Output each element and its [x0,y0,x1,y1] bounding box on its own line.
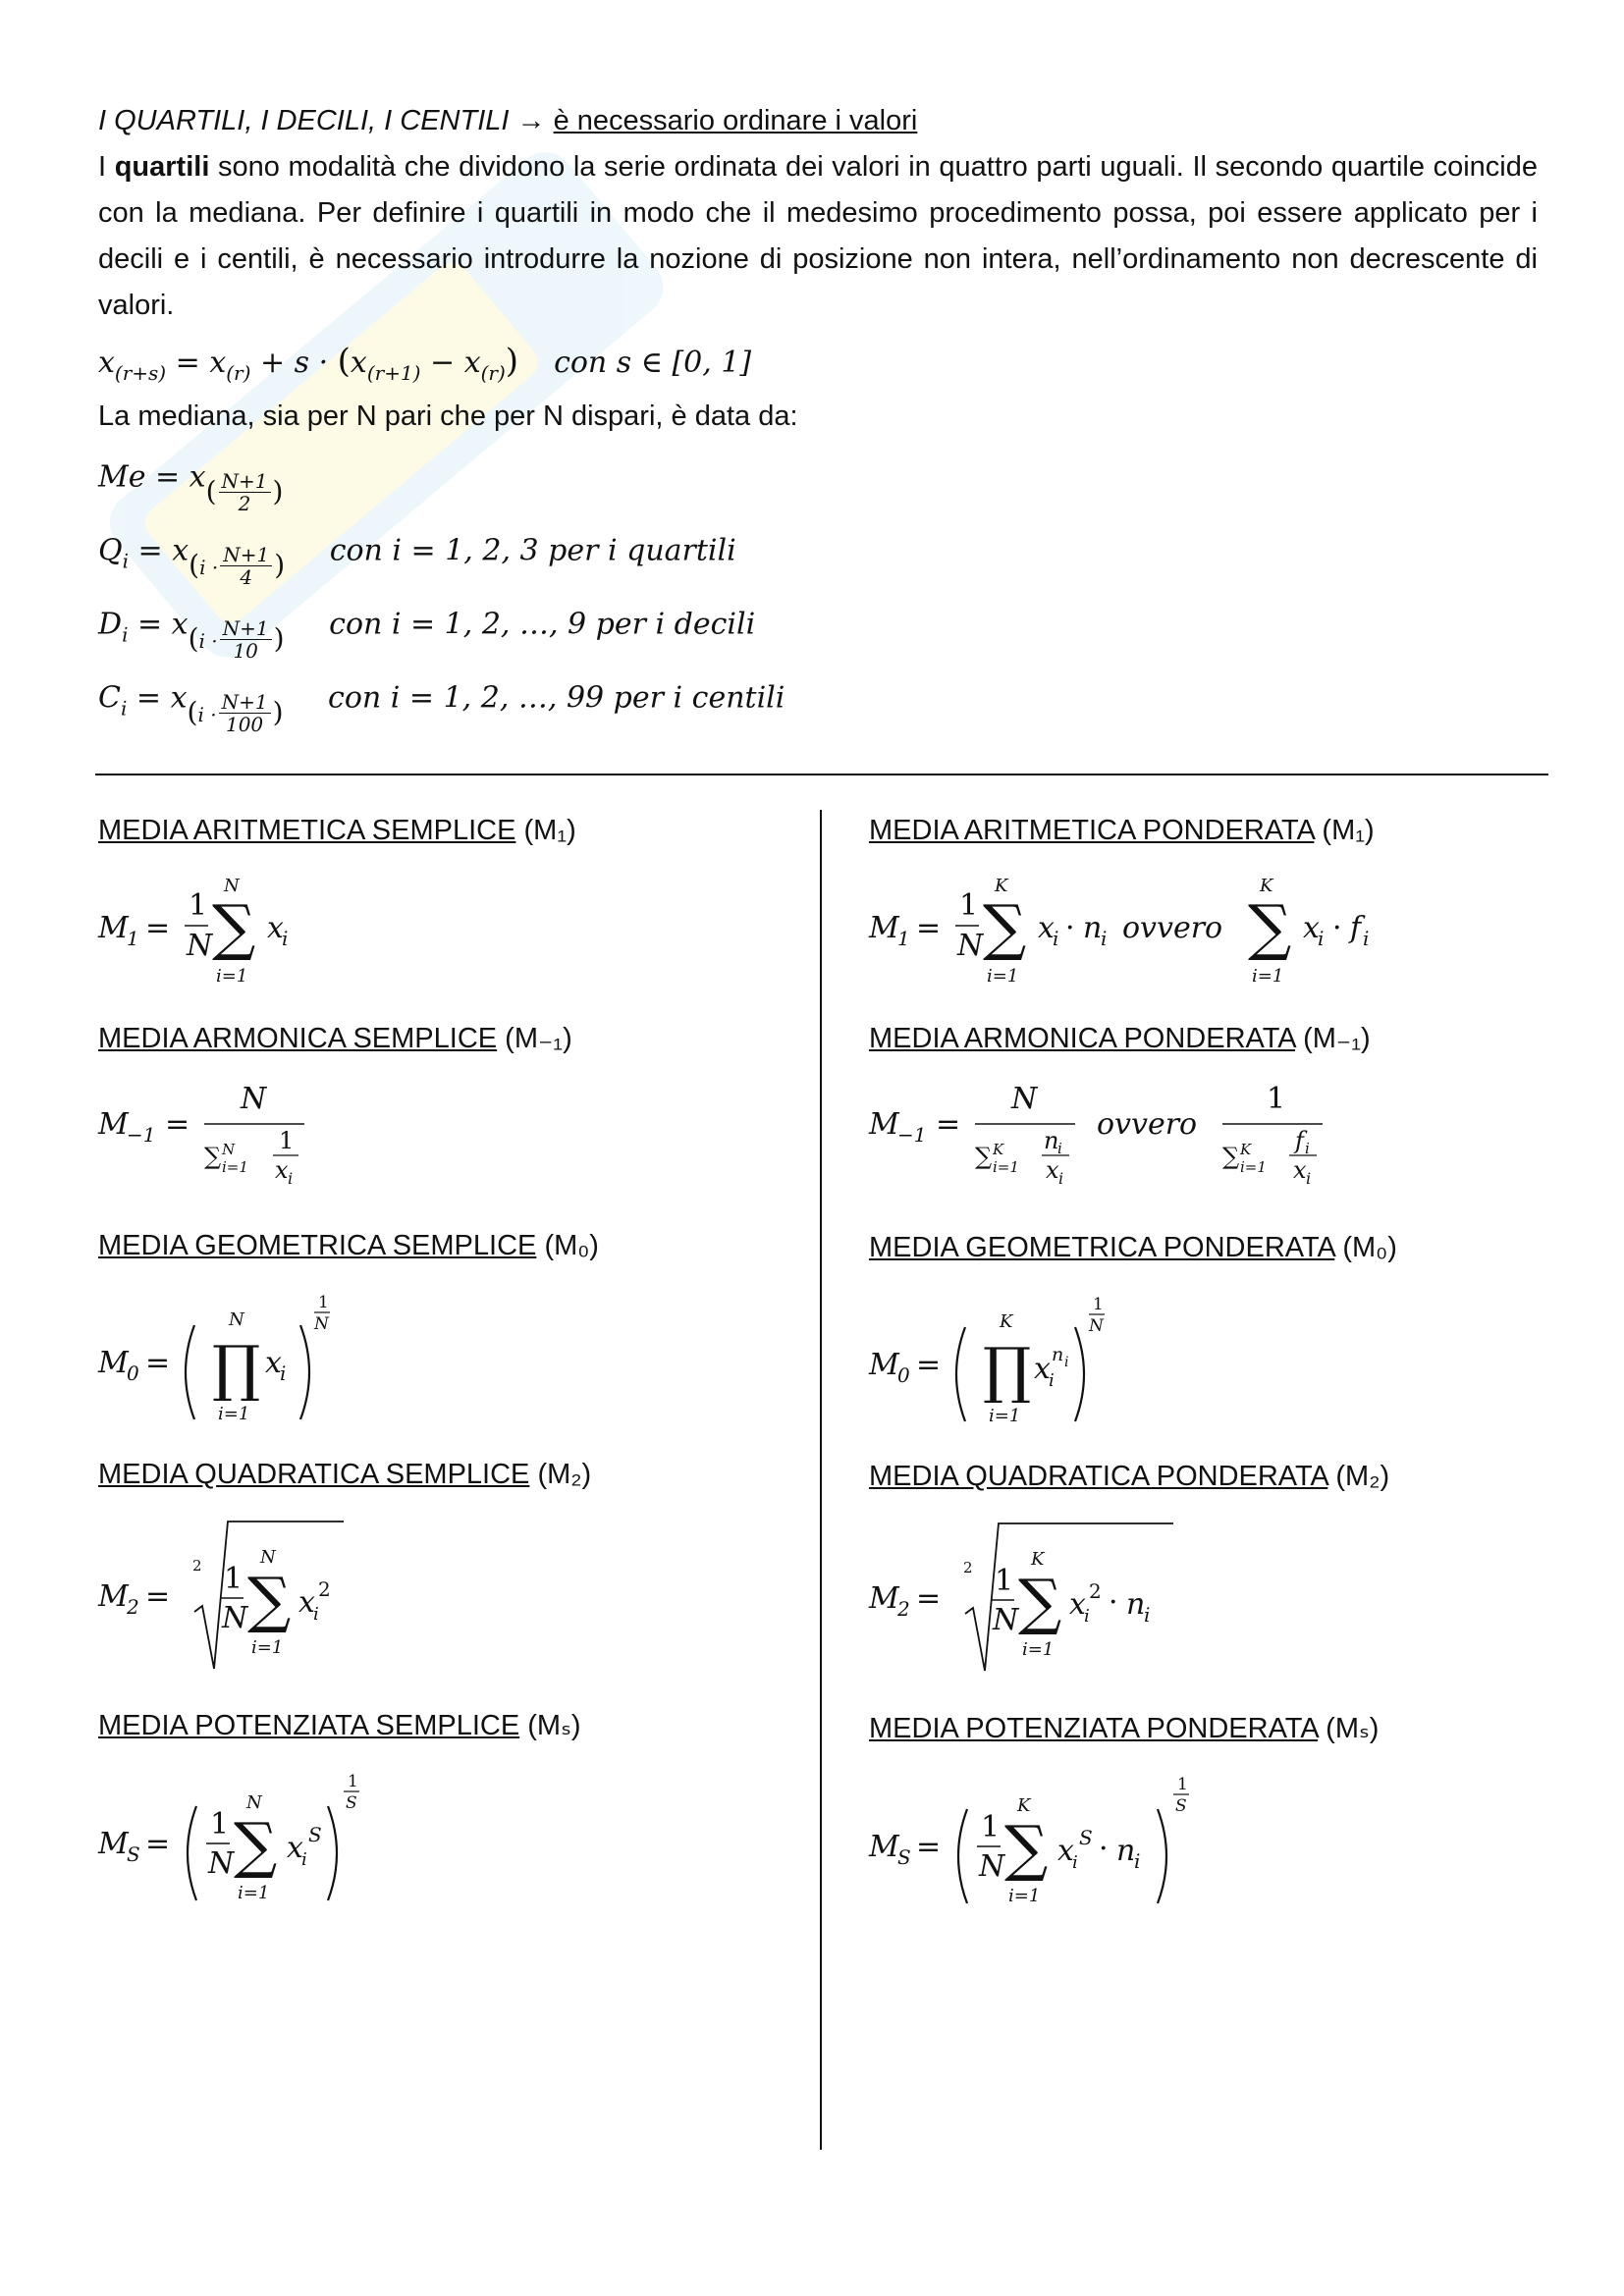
svg-text:1: 1 [210,1807,230,1842]
title-pot-semplice: MEDIA POTENZIATA SEMPLICE (Mₛ) [98,1710,581,1741]
title-geo-ponderata: MEDIA GEOMETRICA PONDERATA (M₀) [869,1232,1397,1263]
svg-text:n: n [1126,1587,1146,1622]
median-sentence: La mediana, sia per N pari che per N dispari, è data da: [98,400,798,432]
svg-text:M: M [869,1830,899,1864]
svg-text:i=1: i=1 [222,1158,248,1176]
section-header [98,98,1538,144]
header-title: I QUARTILI, I DECILI, I CENTILI [98,105,510,136]
svg-text:S: S [346,1793,357,1813]
svg-text:1: 1 [959,888,979,923]
svg-text:N: N [208,1846,235,1881]
svg-text:S: S [1079,1826,1093,1849]
svg-text:M: M [98,911,129,945]
intro-text: sono modalità che dividono la serie ordinata dei valori in quattro parti uguali. Il secondo quartile coincide con la mediana. Per definire i quartili in modo che il medesimo procedimento possa, poi essere applicato per i decili e i centili, è necessario introdurre la nozione di posizione non intera, nell’ordinamento non decrescente di valori. [98,151,1539,321]
formula-arm-semplice [98,1078,353,1196]
svg-text:i: i [1057,1140,1062,1157]
svg-text:1: 1 [318,1293,329,1312]
svg-text:i: i [1318,927,1325,950]
svg-text:=: = [936,1107,961,1142]
svg-text:x: x [265,1346,282,1380]
svg-text:2: 2 [318,1577,331,1601]
svg-text:=: = [916,1581,942,1616]
svg-text:i=1: i=1 [1240,1158,1267,1176]
svg-text:0: 0 [897,1363,910,1387]
svg-text:∑: ∑ [204,1143,222,1170]
svg-text:·: · [1099,1832,1109,1866]
svg-text:1: 1 [1093,1295,1104,1314]
svg-text:K: K [1031,1549,1045,1570]
formula-pot-ponderata [869,1772,1222,1919]
title-quad-semplice: MEDIA QUADRATICA SEMPLICE (M₂) [98,1459,592,1490]
svg-text:N: N [993,1603,1019,1637]
formula-quad-semplice [98,1522,393,1669]
svg-text:i: i [1084,1606,1090,1627]
svg-text:K: K [993,1141,1004,1158]
svg-text:i=1: i=1 [1022,1639,1055,1660]
svg-text:∑: ∑ [1222,1143,1240,1170]
svg-text:i: i [1306,1169,1312,1188]
svg-text:M: M [98,1346,129,1380]
svg-text:N: N [314,1314,329,1334]
svg-text:=: = [145,1827,171,1861]
intro-paragraph [98,144,1538,329]
svg-text:i: i [282,927,289,950]
svg-text:x: x [1038,911,1055,945]
svg-text:∏: ∏ [983,1334,1032,1406]
svg-text:·: · [1332,911,1342,945]
svg-text:n: n [1116,1834,1136,1868]
svg-text:x: x [1034,1352,1051,1386]
svg-text:·: · [1109,1585,1118,1620]
svg-text:1: 1 [348,1772,358,1791]
svg-text:=: = [916,1348,942,1382]
svg-text:i: i [1053,927,1059,950]
svg-text:=: = [145,911,171,945]
svg-text:K: K [1000,1311,1013,1332]
svg-text:i=1: i=1 [251,1637,284,1658]
centile-formula: $C_i = x(i$ · $\frac{N+1}{100}$ ) con i = 1, 2, …, 99 per i centili [98,680,785,736]
svg-text:i: i [1144,1603,1151,1627]
formula-arit-semplice [98,872,353,989]
svg-text:1: 1 [897,927,910,950]
svg-text:x: x [1057,1834,1074,1868]
svg-text:S: S [127,1842,140,1866]
svg-text:1: 1 [189,888,208,923]
title-geo-semplice: MEDIA GEOMETRICA SEMPLICE (M₀) [98,1230,599,1261]
svg-text:x: x [287,1831,303,1865]
svg-text:−1: −1 [127,1123,156,1147]
svg-text:i=1: i=1 [989,1406,1021,1426]
svg-text:0: 0 [127,1362,139,1385]
svg-text:∑: ∑ [1018,1566,1062,1637]
svg-text:1: 1 [1267,1082,1286,1116]
svg-text:M: M [98,1579,129,1614]
svg-text:x: x [298,1585,315,1620]
horizontal-divider [95,774,1548,775]
svg-text:i=1: i=1 [238,1883,270,1903]
decile-formula: $D_i = x(i$ · $\frac{N+1}{10}$ ) con i = 1, 2, …, 9 per i decili [98,607,756,663]
svg-text:S: S [897,1845,911,1869]
svg-text:n: n [1044,1127,1059,1154]
svg-text:i: i [1134,1849,1141,1873]
svg-text:M: M [869,1348,899,1382]
title-arm-semplice: MEDIA ARMONICA SEMPLICE (M₋₁) [98,1023,572,1054]
quartili-condition: con i = 1, 2, 3 per i quartili [329,533,736,568]
svg-text:x: x [267,911,284,945]
svg-text:∑: ∑ [975,1143,993,1170]
svg-text:2: 2 [192,1557,202,1575]
svg-text:N: N [1089,1316,1104,1336]
svg-text:M: M [98,1827,129,1861]
interp-condition: con s ∈ [0, 1] [554,346,752,380]
svg-text:i: i [1101,927,1108,950]
svg-text:∑: ∑ [1004,1812,1049,1884]
svg-text:−1: −1 [897,1123,927,1147]
svg-text:M: M [869,1581,899,1616]
intro-section [98,98,1538,329]
svg-text:1: 1 [224,1562,244,1596]
header-note: è necessario ordinare i valori [553,105,918,136]
formula-arm-ponderata [869,1078,1340,1196]
title-arm-ponderata: MEDIA ARMONICA PONDERATA (M₋₁) [869,1023,1371,1054]
svg-text:N: N [241,1082,267,1116]
svg-text:N: N [222,1601,248,1635]
svg-text:N: N [229,1309,244,1330]
svg-text:n: n [1052,1344,1064,1365]
svg-text:=: = [145,1579,171,1614]
svg-text:N: N [957,929,984,963]
svg-text:x: x [1293,1156,1307,1184]
svg-text:i: i [1049,1370,1055,1391]
interpolation-formula: $x_{(r+s)} = x_{(r)} + s \cdot (x_{(r+1)} - x_{(r)})$ con s ∈ [0, 1] [98,342,752,385]
svg-text:M: M [869,1107,899,1142]
formula-geo-ponderata [869,1294,1144,1431]
svg-text:2: 2 [1089,1579,1102,1603]
connector-ovvero: ovvero [1122,911,1223,945]
svg-text:i: i [288,1169,294,1188]
svg-text:i=1: i=1 [1252,966,1284,987]
svg-text:i: i [1363,927,1370,950]
svg-text:i=1: i=1 [987,966,1019,987]
title-pot-ponderata: MEDIA POTENZIATA PONDERATA (Mₛ) [869,1713,1380,1744]
svg-text:N: N [246,1792,262,1813]
svg-text:=: = [916,1830,942,1864]
formula-quad-ponderata [869,1522,1203,1669]
svg-text:∑: ∑ [212,891,256,963]
svg-text:N: N [1011,1082,1038,1116]
svg-text:n: n [1083,911,1103,945]
svg-text:=: = [145,1346,171,1380]
svg-text:i: i [280,1362,287,1385]
formula-geo-semplice [98,1294,373,1431]
svg-text:i: i [301,1849,307,1870]
svg-text:i: i [1072,1852,1078,1873]
svg-text:K: K [995,876,1008,896]
formula-arit-ponderata [869,872,1419,989]
svg-text:K: K [1017,1795,1031,1816]
median-formula: Me = x( $\frac{N+1}{2}$ ) [98,459,284,515]
quartile-formula: $Q_i = x(i$ · $\frac{N+1}{4}$ ) con i = 1, 2, 3 per i quartili [98,533,736,589]
svg-text:1: 1 [995,1564,1014,1598]
svg-text:∑: ∑ [234,1809,278,1881]
svg-text:M: M [98,1107,129,1142]
intro-lead: I [98,151,107,183]
svg-text:1: 1 [981,1810,1001,1844]
svg-text:i=1: i=1 [218,1404,250,1424]
svg-text:f: f [1295,1127,1304,1154]
title-arit-semplice: MEDIA ARITMETICA SEMPLICE (M₁) [98,815,576,846]
title-arit-ponderata: MEDIA ARITMETICA PONDERATA (M₁) [869,815,1375,846]
svg-text:·: · [1065,911,1075,945]
svg-text:2: 2 [127,1595,139,1619]
arrow-icon: → [516,105,546,136]
svg-text:∑: ∑ [247,1564,292,1635]
svg-text:1: 1 [127,927,139,950]
svg-text:i=1: i=1 [216,966,248,987]
svg-text:i: i [313,1604,319,1625]
svg-text:N: N [187,929,213,963]
svg-text:1: 1 [1177,1775,1188,1794]
svg-text:K: K [1260,876,1273,896]
vertical-divider [820,810,822,2150]
formula-pot-semplice [98,1769,393,1916]
svg-text:x: x [1046,1156,1059,1184]
svg-text:N: N [260,1547,276,1568]
svg-text:=: = [916,911,942,945]
svg-text:∏: ∏ [212,1332,261,1404]
decili-condition: con i = 1, 2, …, 9 per i decili [329,607,756,642]
svg-text:S: S [1175,1796,1187,1816]
svg-text:x: x [1069,1587,1086,1622]
svg-text:N: N [979,1849,1005,1884]
svg-text:x: x [275,1156,289,1184]
svg-text:∑: ∑ [1248,891,1292,963]
svg-text:∑: ∑ [983,891,1027,963]
svg-text:N: N [224,876,240,896]
svg-text:K: K [1240,1141,1252,1158]
svg-text:M: M [869,911,899,945]
connector-ovvero-2: ovvero [1097,1107,1198,1142]
svg-text:S: S [308,1823,322,1846]
svg-text:2: 2 [963,1559,973,1576]
svg-text:i: i [1305,1140,1310,1157]
svg-text:N: N [222,1141,236,1158]
svg-text:2: 2 [897,1597,910,1621]
svg-text:i: i [1058,1169,1064,1188]
svg-text:i: i [1064,1355,1069,1370]
svg-text:x: x [1303,911,1320,945]
intro-bold-term: quartili [114,151,210,183]
centili-condition: con i = 1, 2, …, 99 per i centili [328,680,785,716]
svg-text:i=1: i=1 [1008,1886,1041,1906]
title-quad-ponderata: MEDIA QUADRATICA PONDERATA (M₂) [869,1461,1390,1492]
svg-text:1: 1 [279,1127,295,1154]
svg-text:=: = [165,1107,190,1142]
svg-text:f: f [1350,911,1362,945]
svg-text:i=1: i=1 [993,1158,1019,1176]
